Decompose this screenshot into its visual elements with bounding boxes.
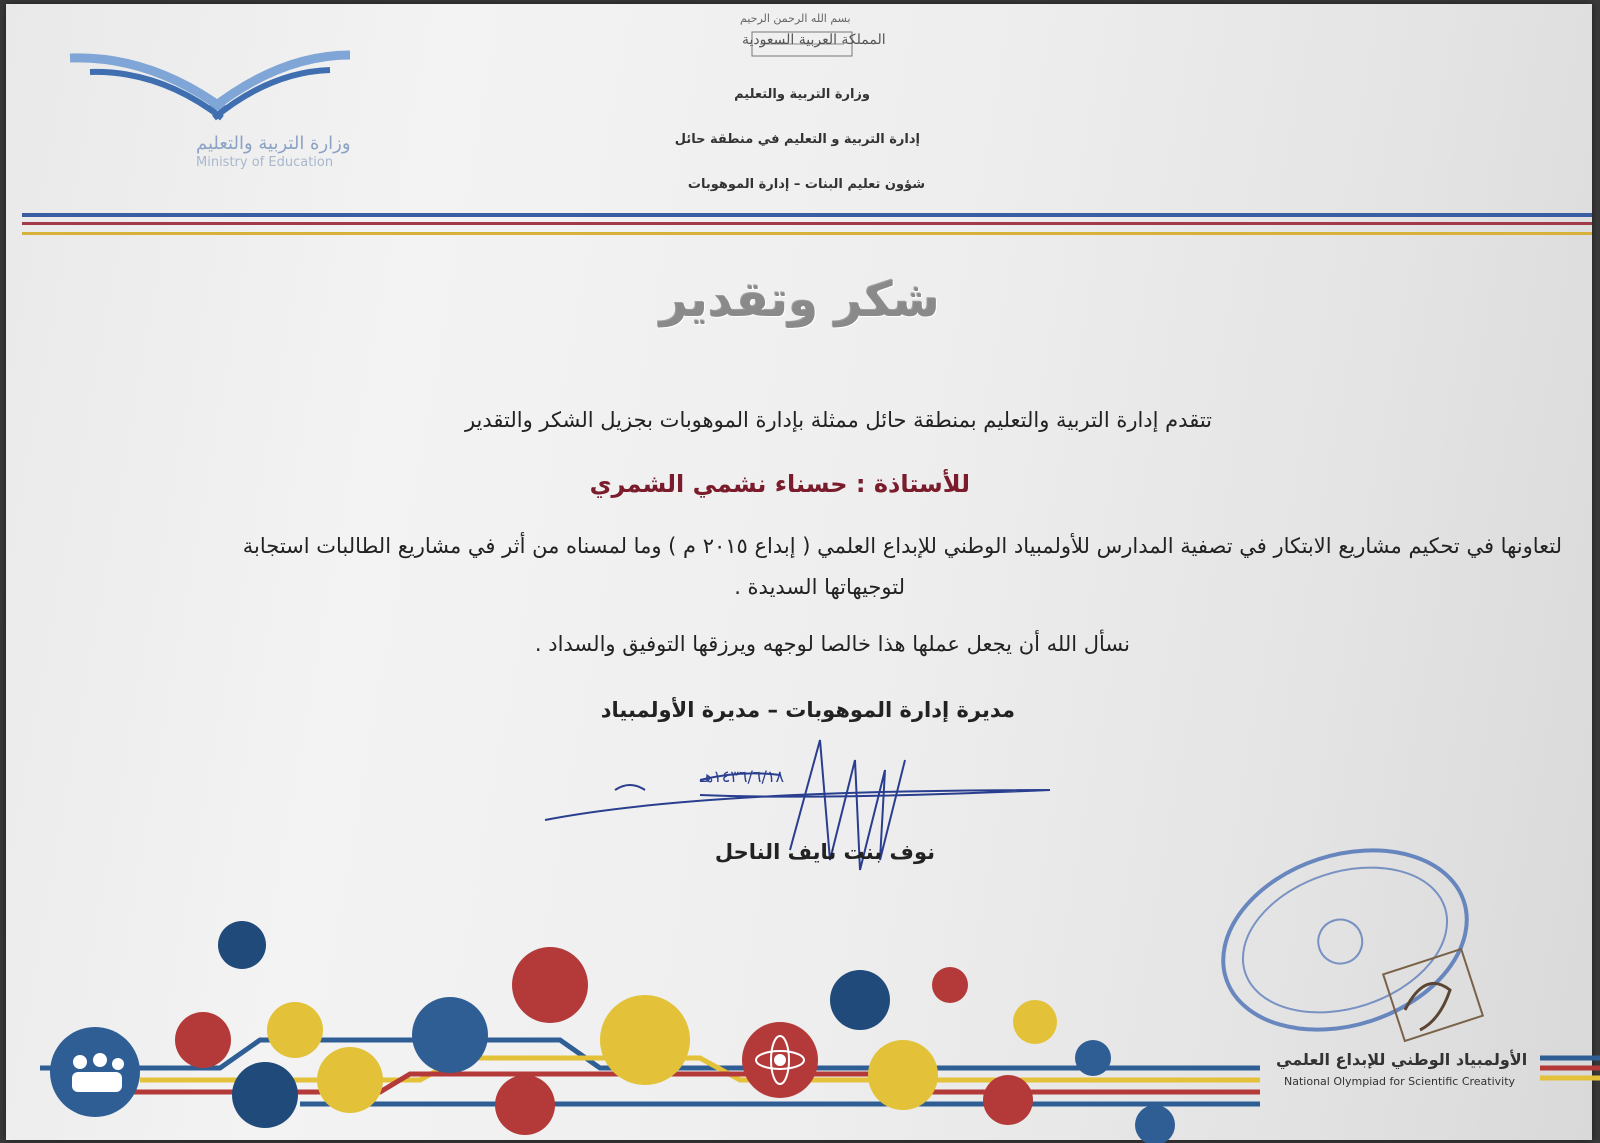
family-health-icon — [412, 997, 488, 1073]
ministry-logo-icon — [70, 55, 350, 118]
certificate-prayer: نسأل الله أن يجعل عملها هذا خالصا لوجهه ويرزقها التوفيق والسداد . — [534, 632, 1130, 656]
affairs-name: شؤون تعليم البنات – إدارة الموهوبات — [687, 177, 925, 192]
satellite-icon — [1075, 1040, 1111, 1076]
kingdom-name: المملكة العربية السعودية — [742, 32, 886, 48]
official-stamp-icon — [1200, 821, 1490, 1060]
atom-core-icon — [774, 1054, 786, 1066]
globe-icon — [1135, 1105, 1175, 1143]
logo-english-text: Ministry of Education — [196, 155, 334, 170]
crown-icon — [600, 995, 690, 1085]
person-head-icon — [112, 1058, 124, 1070]
handwritten-date: ١٤٣٦/٦/١٨هـ — [700, 767, 785, 786]
lab-tools-icon — [175, 1012, 231, 1068]
olympiad-english-name: National Olympiad for Scientific Creativity — [1284, 1075, 1516, 1088]
geometry-icon — [317, 1047, 383, 1113]
department-name: إدارة التربية و التعليم في منطقة حائل — [674, 132, 920, 147]
dna-icon — [512, 947, 588, 1023]
recipient-name: للأستاذة : حسناء نشمي الشمري — [589, 470, 970, 498]
ibdaa-logo-icon — [1383, 949, 1483, 1041]
plant-icon — [495, 1075, 555, 1135]
ministry-name: وزارة التربية والتعليم — [734, 87, 870, 102]
person-head-icon — [93, 1053, 107, 1067]
signature-title: مديرة إدارة الموهوبات – مديرة الأولمبياد — [600, 698, 1015, 722]
certificate-body-line2: لتوجيهاتها السديدة . — [734, 575, 905, 599]
header-rule-yellow — [22, 232, 1592, 235]
signer-name: نوف بنت نايف الناحل — [714, 840, 935, 864]
cells-icon — [932, 967, 968, 1003]
gear-person-icon — [218, 921, 266, 969]
header-rule-red — [22, 222, 1592, 225]
computer-icon — [232, 1062, 298, 1128]
person-head-icon — [73, 1055, 87, 1069]
header-rule-blue — [22, 213, 1592, 217]
certificate-title: شكر وتقدير — [660, 272, 940, 328]
wind-turbine-icon — [1013, 1000, 1057, 1044]
paw-icon — [983, 1075, 1033, 1125]
basmala-text: بسم الله الرحمن الرحيم — [740, 12, 851, 25]
wheat-icon — [830, 970, 890, 1030]
olympiad-arabic-name: الأولمبياد الوطني للإبداع العلمي — [1276, 1050, 1528, 1069]
logo-arabic-text: وزارة التربية والتعليم — [196, 133, 351, 154]
people-body-icon — [72, 1072, 122, 1092]
certificate-body-line1: لتعاونها في تحكيم مشاريع الابتكار في تصفية المدارس للأولمبياد الوطني للإبداع العلمي ( إبداع ٢٠١٥ م ) وما لمسناه من أثر في مشاريع الطالبات استجابة — [242, 534, 1562, 558]
recycle-icon — [868, 1040, 938, 1110]
certificate-intro: تتقدم إدارة التربية والتعليم بمنطقة حائل ممثلة بإدارة الموهوبات بجزيل الشكر والتقدير — [464, 408, 1212, 432]
building-icon — [267, 1002, 323, 1058]
